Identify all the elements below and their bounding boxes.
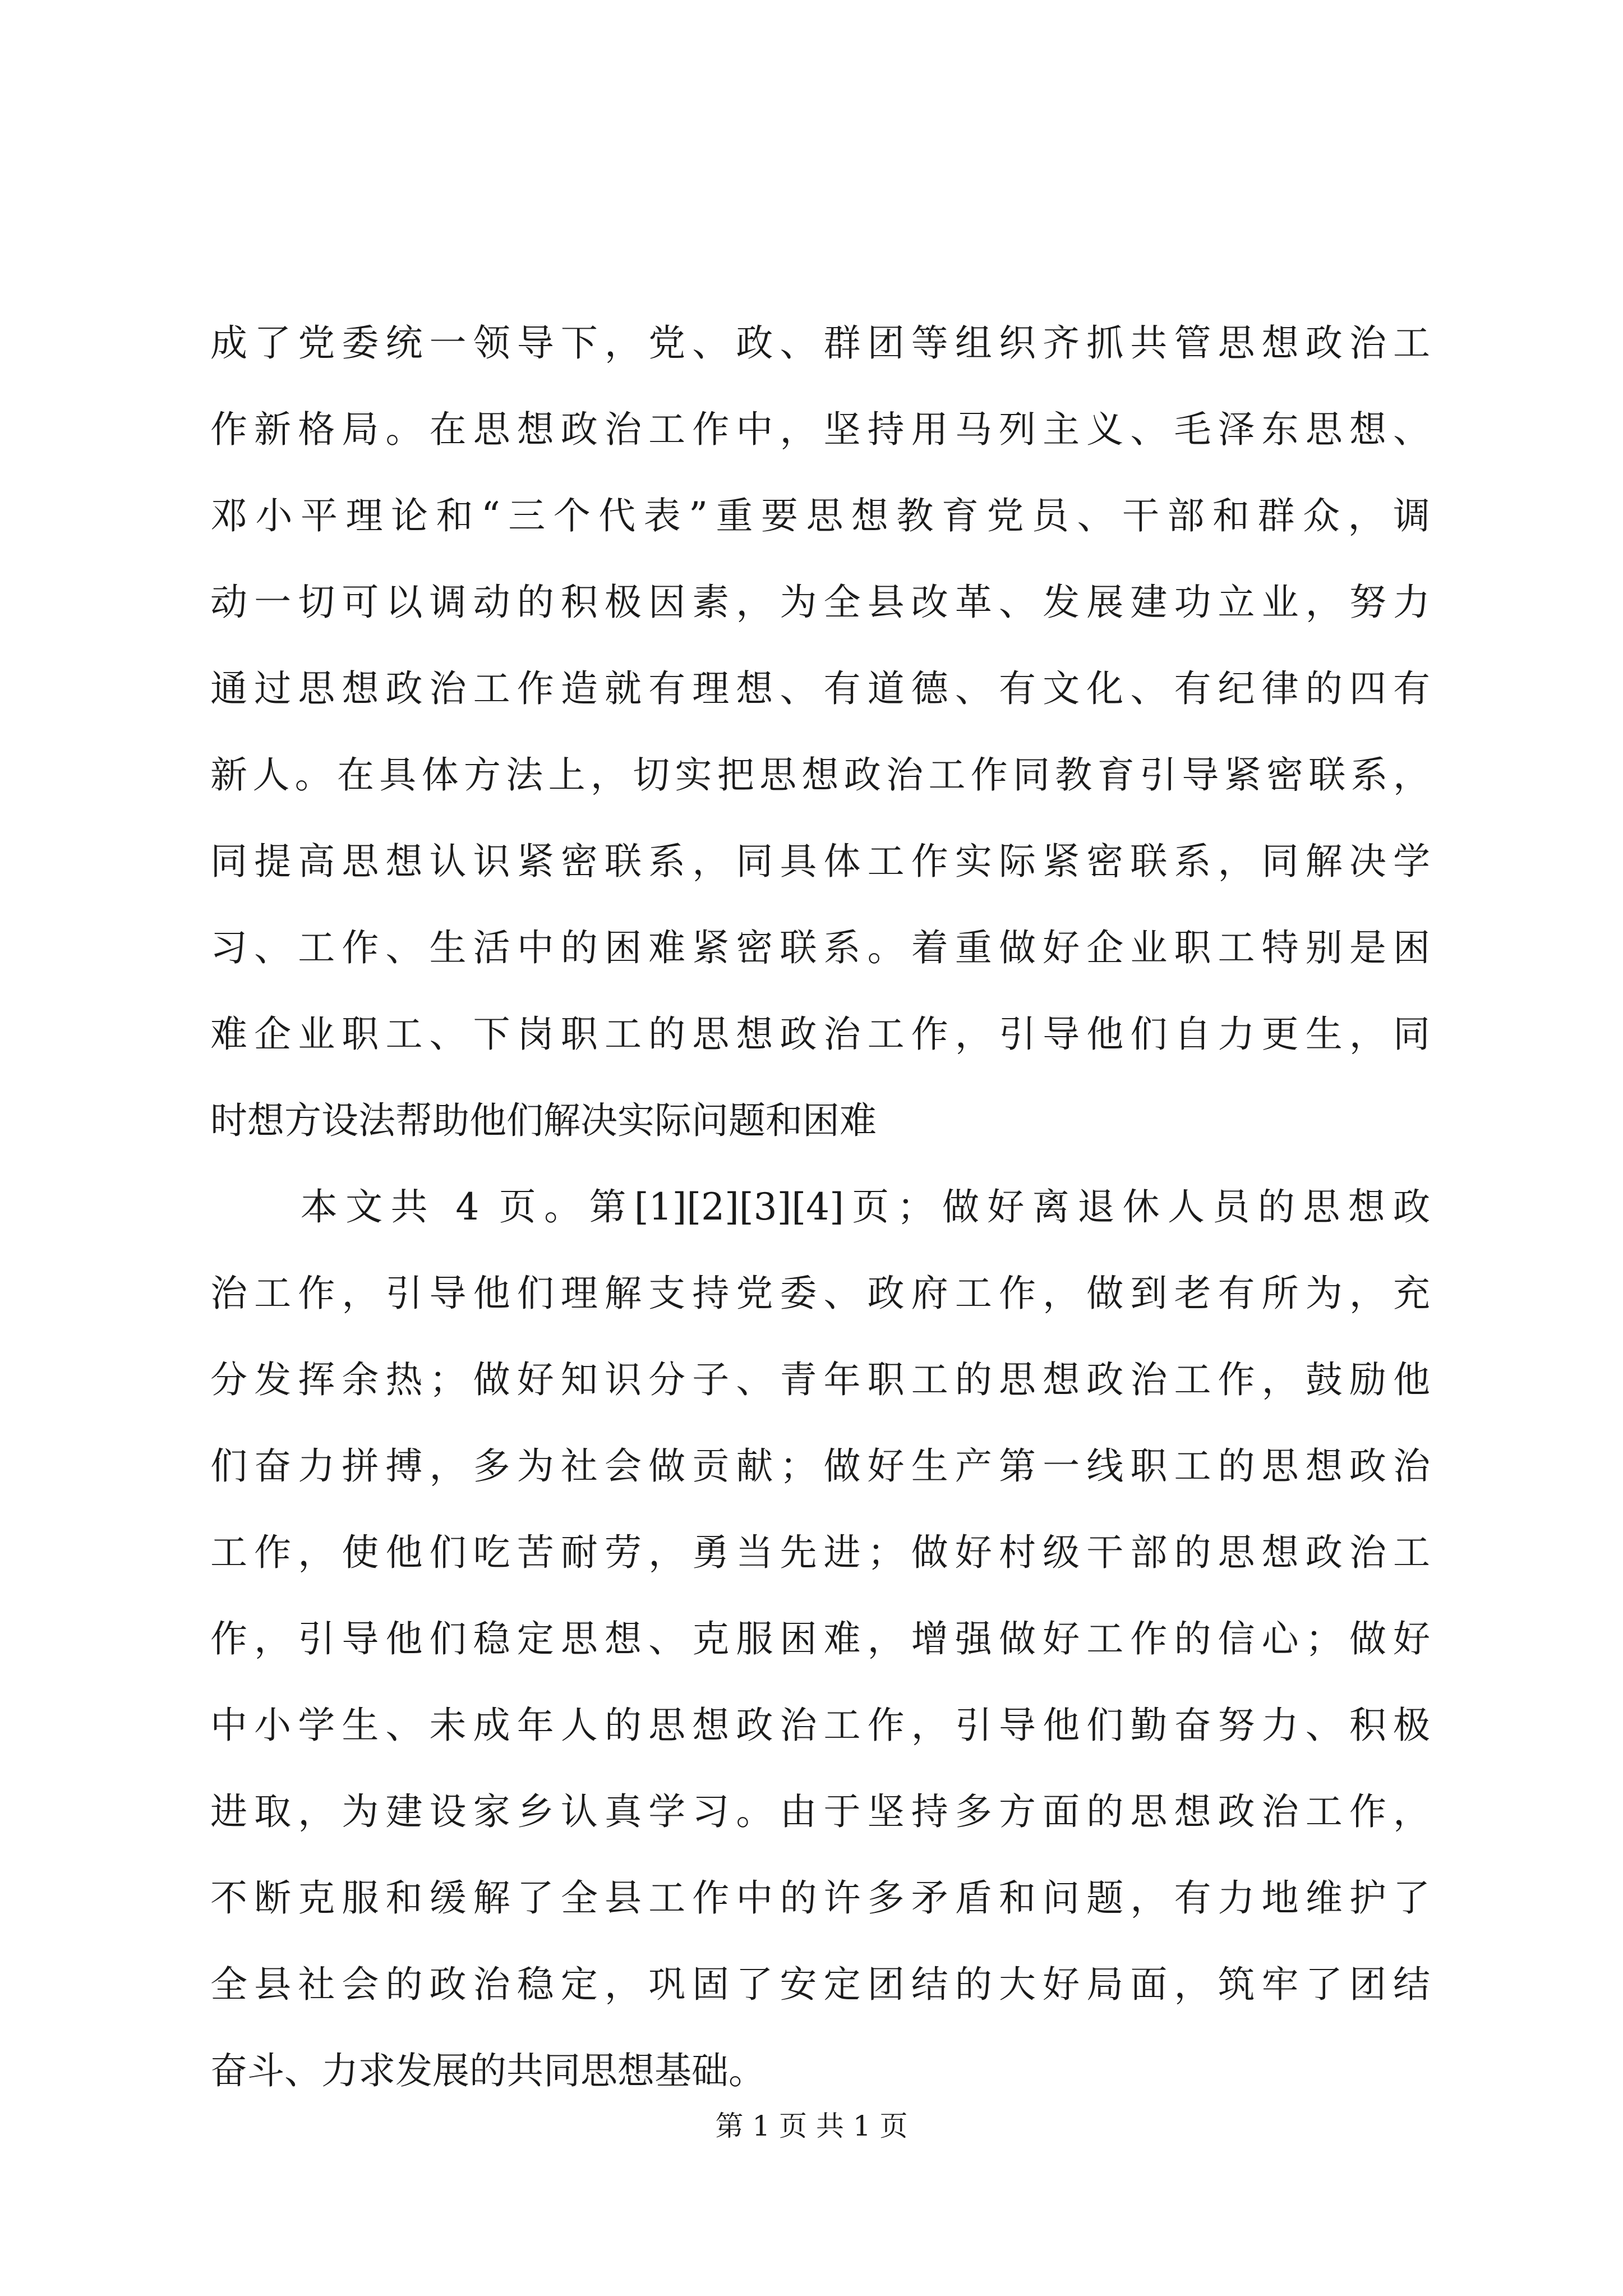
body-line: 不断克服和缓解了全县工作中的许多矛盾和问题，有力地维护了 bbox=[210, 1876, 1430, 1920]
body-line: 分发挥余热；做好知识分子、青年职工的思想政治工作，鼓励他 bbox=[210, 1358, 1430, 1401]
body-line: 作，引导他们稳定思想、克服困难，增强做好工作的信心；做好 bbox=[210, 1617, 1430, 1660]
body-line: 动一切可以调动的积极因素，为全县改革、发展建功立业，努力 bbox=[210, 581, 1430, 624]
body-line: 本文共 4 页。第[1][2][3][4]页；做好离退休人员的思想政 bbox=[210, 1185, 1430, 1228]
body-line: 工作，使他们吃苦耐劳，勇当先进；做好村级干部的思想政治工 bbox=[210, 1531, 1430, 1574]
body-line: 们奋力拼搏，多为社会做贡献；做好生产第一线职工的思想政治 bbox=[210, 1444, 1430, 1488]
body-line: 习、工作、生活中的困难紧密联系。着重做好企业职工特别是困 bbox=[210, 926, 1430, 969]
body-line: 进取，为建设家乡认真学习。由于坚持多方面的思想政治工作， bbox=[210, 1790, 1430, 1833]
body-line: 成了党委统一领导下，党、政、群团等组织齐抓共管思想政治工 bbox=[210, 321, 1430, 365]
page-footer bbox=[0, 2106, 1623, 2146]
page-number-label: 第 1 页 共 1 页 bbox=[715, 2110, 908, 2142]
body-line: 新人。在具体方法上，切实把思想政治工作同教育引导紧密联系， bbox=[210, 753, 1430, 797]
body-line: 奋斗、力求发展的共同思想基础。 bbox=[210, 2049, 766, 2092]
body-line: 通过思想政治工作造就有理想、有道德、有文化、有纪律的四有 bbox=[210, 667, 1430, 710]
body-line: 全县社会的政治稳定，巩固了安定团结的大好局面，筑牢了团结 bbox=[210, 1963, 1430, 2006]
body-line: 难企业职工、下岗职工的思想政治工作，引导他们自力更生，同 bbox=[210, 1013, 1430, 1056]
body-line: 时想方设法帮助他们解决实际问题和困难 bbox=[210, 1099, 877, 1142]
body-line: 中小学生、未成年人的思想政治工作，引导他们勤奋努力、积极 bbox=[210, 1704, 1430, 1747]
body-line: 治工作，引导他们理解支持党委、政府工作，做到老有所为，充 bbox=[210, 1272, 1430, 1315]
body-line: 同提高思想认识紧密联系，同具体工作实际紧密联系，同解决学 bbox=[210, 840, 1430, 883]
body-line: 邓小平理论和“三个代表”重要思想教育党员、干部和群众，调 bbox=[210, 494, 1430, 537]
document-body bbox=[210, 300, 1430, 2114]
body-line: 作新格局。在思想政治工作中，坚持用马列主义、毛泽东思想、 bbox=[210, 408, 1430, 451]
